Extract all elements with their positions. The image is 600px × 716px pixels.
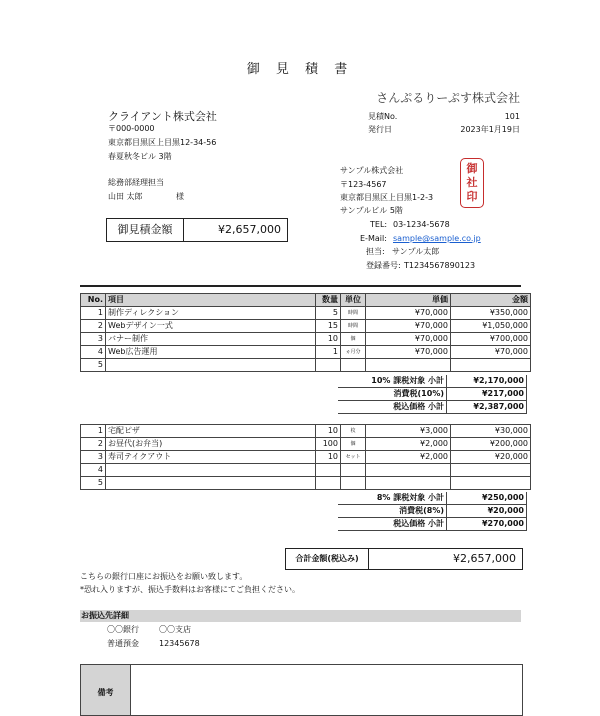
row-amount: ¥200,000 xyxy=(451,438,531,451)
row-qty xyxy=(316,359,341,372)
row-qty: 100 xyxy=(316,438,341,451)
row-amount: ¥70,000 xyxy=(451,346,531,359)
row-item xyxy=(106,477,316,490)
summary-row xyxy=(338,505,527,518)
row-price xyxy=(366,359,451,372)
row-amount xyxy=(451,477,531,490)
items-table-1 xyxy=(80,293,531,372)
sender-tel: 03-1234-5678 xyxy=(393,220,450,229)
row-amount: ¥1,050,000 xyxy=(451,320,531,333)
summary-row xyxy=(338,492,527,505)
table-top-rule xyxy=(80,285,521,287)
row-unit xyxy=(341,359,366,372)
summary-label: 消費税(8%) xyxy=(338,505,447,518)
row-no: 1 xyxy=(81,425,106,438)
company-seal-stamp xyxy=(460,158,484,208)
account-number: 12345678 xyxy=(159,639,200,648)
row-qty: 10 xyxy=(316,425,341,438)
row-unit: 枚 xyxy=(341,425,366,438)
sender-name: サンプル株式会社 xyxy=(340,166,404,175)
summary-label: 10% 課税対象 小計 xyxy=(338,375,447,388)
summary-row xyxy=(338,518,527,531)
header-amount: 金額 xyxy=(451,294,531,307)
row-price: ¥2,000 xyxy=(366,438,451,451)
row-price: ¥70,000 xyxy=(366,320,451,333)
row-unit xyxy=(341,464,366,477)
table-row xyxy=(81,477,531,490)
row-no: 2 xyxy=(81,438,106,451)
summary-row xyxy=(338,388,527,401)
summary-value: ¥270,000 xyxy=(447,518,527,531)
sender-company-header: さんぷるりーぷす株式会社 xyxy=(376,91,520,105)
row-item xyxy=(106,359,316,372)
client-department: 総務部経理担当 xyxy=(108,178,164,187)
estimate-total-box xyxy=(106,218,288,242)
document-title: 御 見 積 書 xyxy=(246,62,354,77)
issue-date: 2023年1月19日 xyxy=(460,125,520,134)
row-item: お昼代(お弁当) xyxy=(106,438,316,451)
summary-row xyxy=(338,401,527,414)
row-no: 3 xyxy=(81,451,106,464)
items-table-2 xyxy=(80,424,531,490)
row-price: ¥3,000 xyxy=(366,425,451,438)
row-qty xyxy=(316,464,341,477)
remarks-label: 備考 xyxy=(81,665,131,715)
stamp-char: 御 xyxy=(466,162,478,175)
table-row xyxy=(81,359,531,372)
sender-email-link[interactable]: sample@sample.co.jp xyxy=(393,234,481,243)
sender-email-label: E-Mail: xyxy=(360,234,387,243)
row-price: ¥2,000 xyxy=(366,451,451,464)
row-qty: 15 xyxy=(316,320,341,333)
row-qty: 5 xyxy=(316,307,341,320)
row-item xyxy=(106,464,316,477)
sender-reg-no: T1234567890123 xyxy=(404,261,476,270)
stamp-char: 社 xyxy=(466,176,478,189)
summary-label: 8% 課税対象 小計 xyxy=(338,492,447,505)
row-unit: 時間 xyxy=(341,320,366,333)
bank-branch: 〇〇支店 xyxy=(159,625,191,634)
stamp-char: 印 xyxy=(466,190,478,203)
client-zip: 〒000-0000 xyxy=(108,124,155,133)
summary-value: ¥217,000 xyxy=(447,388,527,401)
row-amount: ¥350,000 xyxy=(451,307,531,320)
sender-address-2: サンプルビル 5階 xyxy=(340,206,403,215)
estimate-total-label: 御見積金額 xyxy=(107,219,184,241)
summary-value: ¥2,170,000 xyxy=(447,375,527,388)
row-no: 3 xyxy=(81,333,106,346)
header-unit: 単位 xyxy=(341,294,366,307)
row-price: ¥70,000 xyxy=(366,346,451,359)
summary-table-2 xyxy=(338,492,527,531)
remarks-content[interactable] xyxy=(131,665,522,715)
row-item: 寿司テイクアウト xyxy=(106,451,316,464)
summary-label: 消費税(10%) xyxy=(338,388,447,401)
row-amount xyxy=(451,359,531,372)
fee-notice-text: *恐れ入りますが、振込手数料はお客様にてご負担ください。 xyxy=(80,585,300,594)
row-unit xyxy=(341,477,366,490)
row-qty: 1 xyxy=(316,346,341,359)
row-item: 宅配ピザ xyxy=(106,425,316,438)
sender-address-1: 東京都目黒区上目黒1-2-3 xyxy=(340,193,434,202)
table-row xyxy=(81,425,531,438)
table-row xyxy=(81,438,531,451)
summary-value: ¥2,387,000 xyxy=(447,401,527,414)
sender-zip: 〒123-4567 xyxy=(340,180,387,189)
table-row xyxy=(81,320,531,333)
header-item: 項目 xyxy=(106,294,316,307)
row-qty xyxy=(316,477,341,490)
row-amount xyxy=(451,464,531,477)
row-item: 制作ディレクション xyxy=(106,307,316,320)
client-person: 山田 太郎 xyxy=(108,192,143,201)
row-amount: ¥20,000 xyxy=(451,451,531,464)
row-qty: 10 xyxy=(316,451,341,464)
row-amount: ¥30,000 xyxy=(451,425,531,438)
grand-total-box xyxy=(285,548,523,570)
row-item: Webデザイン一式 xyxy=(106,320,316,333)
table-row xyxy=(81,464,531,477)
summary-value: ¥250,000 xyxy=(447,492,527,505)
estimate-no: 101 xyxy=(504,112,520,121)
account-type: 普通預金 xyxy=(107,639,139,648)
row-price: ¥70,000 xyxy=(366,307,451,320)
row-item: Web広告運用 xyxy=(106,346,316,359)
row-price: ¥70,000 xyxy=(366,333,451,346)
sender-contact-label: 担当: xyxy=(366,247,385,256)
row-item: バナー制作 xyxy=(106,333,316,346)
row-no: 5 xyxy=(81,477,106,490)
table-row xyxy=(81,346,531,359)
row-no: 1 xyxy=(81,307,106,320)
issue-date-label: 発行日 xyxy=(368,125,392,134)
row-unit: 個 xyxy=(341,438,366,451)
row-price xyxy=(366,464,451,477)
row-unit: ヵ月分 xyxy=(341,346,366,359)
table-row xyxy=(81,307,531,320)
header-qty: 数量 xyxy=(316,294,341,307)
table-header-row xyxy=(81,294,531,307)
row-no: 4 xyxy=(81,464,106,477)
client-address-2: 春夏秋冬ビル 3階 xyxy=(108,152,172,161)
table-row xyxy=(81,451,531,464)
bank-details-header: お振込先詳細 xyxy=(80,610,521,622)
header-no: No. xyxy=(81,294,106,307)
row-amount: ¥700,000 xyxy=(451,333,531,346)
bank-name: 〇〇銀行 xyxy=(107,625,139,634)
row-unit: セット xyxy=(341,451,366,464)
summary-label: 税込価格 小計 xyxy=(338,518,447,531)
grand-total-value: ¥2,657,000 xyxy=(453,552,516,565)
grand-total-label: 合計金額(税込み) xyxy=(286,549,369,569)
estimate-no-label: 見積No. xyxy=(368,112,398,121)
row-no: 5 xyxy=(81,359,106,372)
summary-label: 税込価格 小計 xyxy=(338,401,447,414)
sender-contact: サンプル太郎 xyxy=(392,247,440,256)
remarks-box xyxy=(80,664,523,716)
client-name: クライアント株式会社 xyxy=(108,110,217,123)
client-address-1: 東京都目黒区上目黒12-34-56 xyxy=(108,138,217,147)
client-honorific: 様 xyxy=(176,192,184,201)
row-qty: 10 xyxy=(316,333,341,346)
header-price: 単価 xyxy=(366,294,451,307)
row-no: 4 xyxy=(81,346,106,359)
row-price xyxy=(366,477,451,490)
row-unit: 時間 xyxy=(341,307,366,320)
row-unit: 個 xyxy=(341,333,366,346)
sender-reg-label: 登録番号: xyxy=(366,261,401,270)
summary-value: ¥20,000 xyxy=(447,505,527,518)
summary-table-1 xyxy=(338,375,527,414)
row-no: 2 xyxy=(81,320,106,333)
sender-tel-label: TEL: xyxy=(370,220,388,229)
summary-row xyxy=(338,375,527,388)
payment-request-text: こちらの銀行口座にお振込をお願い致します。 xyxy=(80,572,248,581)
estimate-total-value: ¥2,657,000 xyxy=(218,223,281,236)
table-row xyxy=(81,333,531,346)
